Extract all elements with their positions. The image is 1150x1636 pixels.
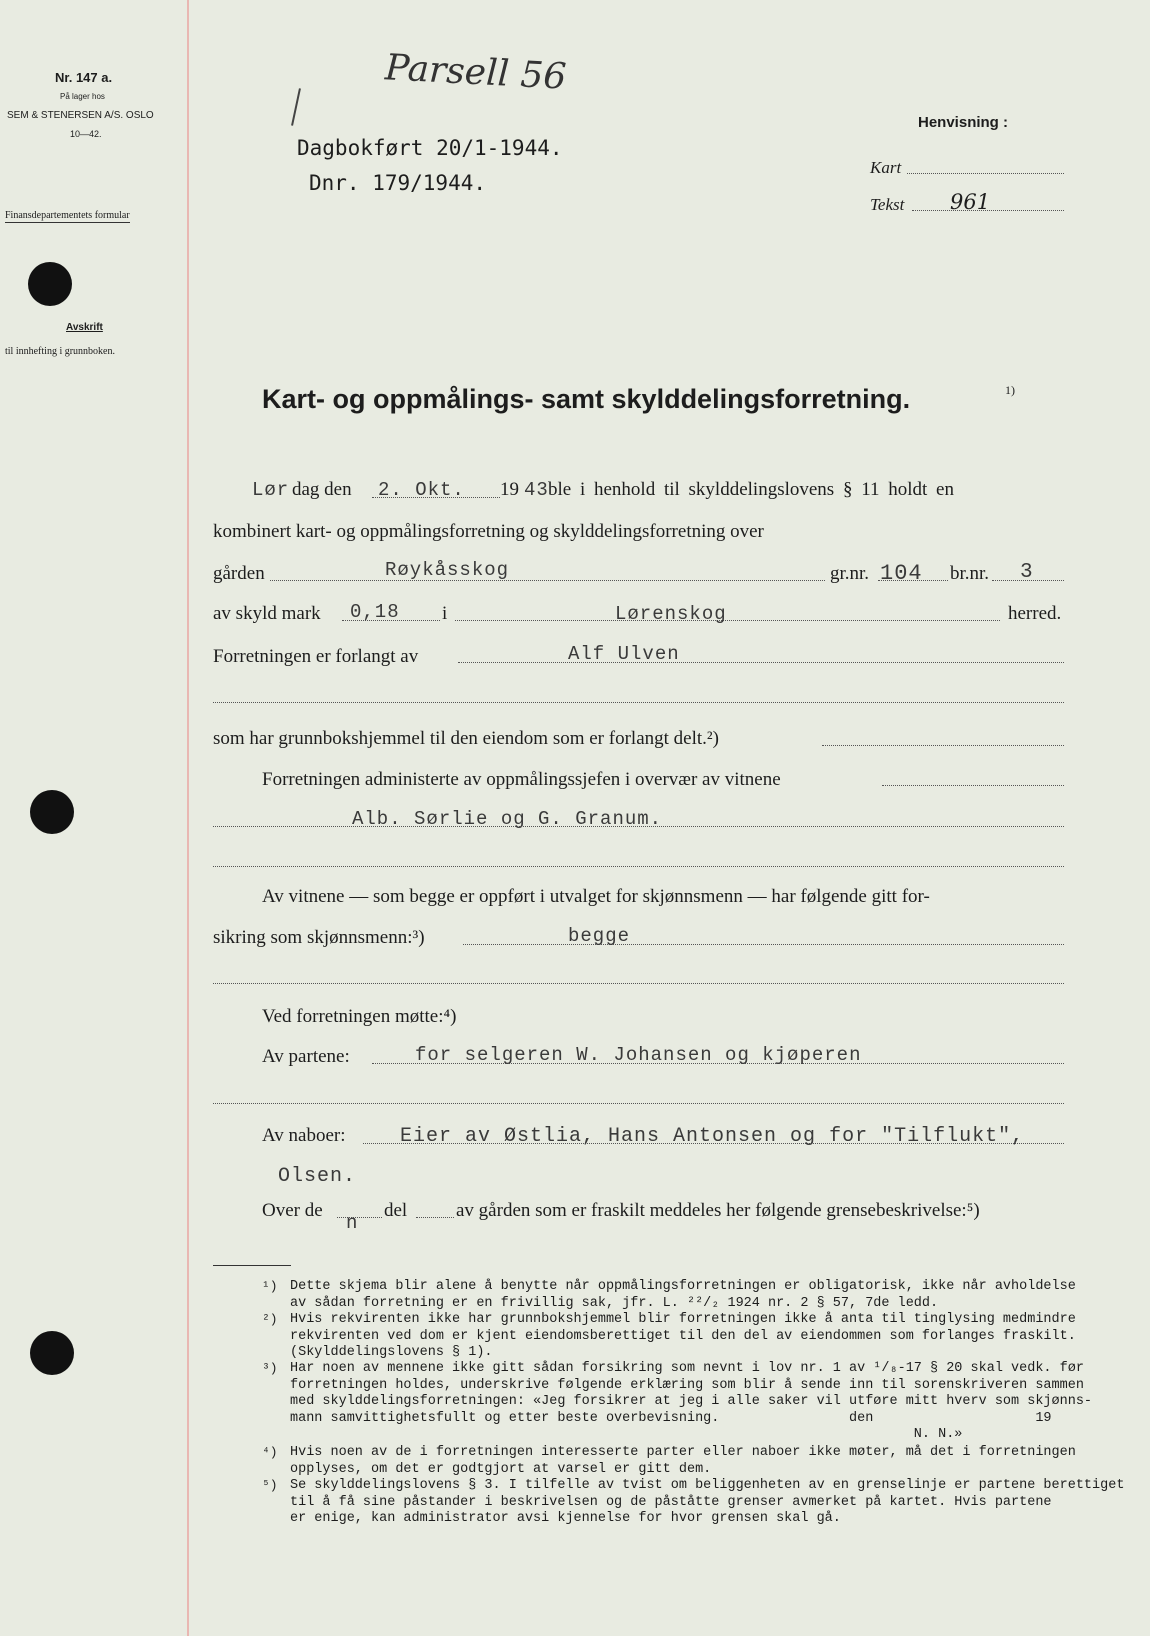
map-field: [907, 173, 1064, 174]
footnote-line: N. N.»: [290, 1427, 963, 1442]
line19-field-a: [337, 1217, 382, 1218]
text-value: 961: [950, 190, 991, 214]
copy-note: til innhefting i grunnboken.: [5, 346, 115, 357]
footnote-line: opplyses, om det er godtgjort at varsel er gitt dem.: [290, 1461, 712, 1477]
parties-value: for selgeren W. Johansen og kjøperen: [415, 1044, 862, 1066]
brnr-value: 3: [1020, 561, 1034, 584]
farm-value: Røykåsskog: [385, 559, 510, 581]
footnote-number: ⁵): [262, 1478, 278, 1493]
punch-hole-top: [28, 262, 72, 306]
line11-text: Av vitnene — som begge er oppført i utvalget for skjønnsmenn — har følgende gitt for-: [262, 886, 930, 907]
footnote-line: (Skylddelingslovens § 1).: [290, 1345, 493, 1360]
footnote-line: til å få sine påstander i beskrivelsen og de påståtte grenser avmerket på kartet. Hvis partene: [290, 1494, 1052, 1510]
margin-rule: [187, 0, 189, 1636]
footnote-rule: [213, 1265, 291, 1266]
title-footnote-ref: 1): [1005, 383, 1015, 397]
blank-line-2: [213, 866, 1064, 867]
oath-label: sikring som skjønnsmenn:³): [213, 927, 425, 948]
entry-date-line: Dagbokført 20/1-1944.: [297, 136, 563, 160]
line19-field-b: [416, 1217, 454, 1218]
handwritten-stroke: [291, 88, 301, 126]
in-label: i: [442, 603, 448, 624]
line1-text-b: 19: [500, 479, 519, 500]
footnote-line: forretningen holdes, underskrive følgende erklæring som blir å sende inn til sorenskriveren sammen: [290, 1377, 1084, 1393]
footnote-line: med skylddelingsforretningen: «Jeg forsikrer at jeg i alle saker vil utføre mitt hverv som skjønns-: [290, 1394, 1093, 1409]
witnesses-field: [213, 826, 1064, 827]
farm-field: [270, 580, 825, 581]
line8-text: Forretningen administerte av oppmålingssjefen i overvær av vitnene: [262, 769, 781, 790]
department-label: Finansdepartementets formular: [5, 210, 130, 221]
grnr-value: 104: [880, 561, 923, 586]
requested-by-field: [458, 662, 1064, 663]
line19-text-c: av gården som er fraskilt meddeles her følgende grensebeskrivelse:⁵): [456, 1200, 980, 1221]
attended-label: Ved forretningen møtte:⁴): [262, 1006, 457, 1027]
publisher-line2: SEM & STENERSEN A/S. OSLO: [7, 110, 154, 121]
requested-by-label: Forretningen er forlangt av: [213, 646, 419, 667]
line1-text-c: ble i henhold til skylddelingslovens § 11 holdt en: [548, 479, 954, 500]
map-label: Kart: [870, 158, 902, 177]
herred-label: herred.: [1008, 603, 1062, 624]
blank-line-1: [213, 702, 1064, 703]
line19-text-b: del: [384, 1200, 408, 1221]
blank-line-3: [213, 983, 1064, 984]
line7-field: [822, 745, 1064, 746]
footnote-line: av sådan forretning er en frivillig sak, jfr. L. ²²/₂ 1924 nr. 2 § 57, 7de ledd.: [290, 1295, 939, 1311]
blank-line-4: [213, 1103, 1064, 1104]
footnote-line: Dette skjema blir alene å benytte når oppmålingsforretningen er obligatorisk, ikke når avholdelse: [290, 1279, 1076, 1294]
footnote-line: Hvis noen av de i forretningen interesserte parter eller naboer ikke møter, må det i forretningen: [290, 1445, 1076, 1460]
farm-label: gården: [213, 563, 265, 584]
reference-label: Henvisning :: [918, 114, 1009, 131]
line19-value: n: [346, 1212, 359, 1234]
neighbours-value-cont: Olsen.: [278, 1165, 357, 1188]
document-title: Kart- og oppmålings- samt skylddelingsforretning.: [262, 384, 911, 414]
footnote-line: rekvirenten ved dom er kjent eiendomsberettiget til den del av eiendommen som forlanges fraskilt.: [290, 1328, 1076, 1344]
footnote-line: Se skylddelingslovens § 3. I tilfelle av tvist om beliggenheten av en grenselinje er partene berettiget: [290, 1478, 1125, 1493]
day-value: Lør: [252, 479, 290, 501]
requested-by-value: Alf Ulven: [568, 643, 680, 665]
handwritten-parcel-mark: Parsell 56: [384, 47, 568, 98]
grnr-label: gr.nr.: [830, 563, 870, 584]
copy-label: Avskrift: [66, 322, 103, 333]
date-value: 2. Okt.: [378, 479, 465, 501]
neighbours-label: Av naboer:: [262, 1125, 346, 1146]
publisher-line1: På lager hos: [60, 92, 105, 101]
footnote-line: mann samvittighetsfullt og etter beste overbevisning. den 19: [290, 1410, 1052, 1426]
line2-text: kombinert kart- og oppmålingsforretning og skylddelingsforretning over: [213, 521, 764, 542]
line7-text: som har grunnbokshjemmel til den eiendom som er forlangt delt.²): [213, 728, 719, 749]
mark-value: 0,18: [350, 601, 400, 623]
line1-text-a: dag den: [292, 479, 352, 500]
footnote-number: ¹): [262, 1279, 278, 1294]
edition: 10—42.: [70, 129, 102, 139]
municipality-value: Lørenskog: [615, 603, 727, 625]
punch-hole-middle: [30, 790, 74, 834]
footnote-number: ⁴): [262, 1445, 278, 1460]
line8-field: [882, 785, 1064, 786]
footnote-number: ³): [262, 1361, 278, 1376]
witnesses-value: Alb. Sørlie og G. Granum.: [352, 808, 663, 830]
form-number: Nr. 147 a.: [55, 70, 113, 85]
footnote-number: ²): [262, 1312, 278, 1327]
punch-hole-bottom: [30, 1331, 74, 1375]
line19-text-a: Over de: [262, 1200, 323, 1221]
brnr-label: br.nr.: [950, 563, 990, 584]
oath-value: begge: [568, 925, 631, 947]
footnote-line: Har noen av mennene ikke gitt sådan forsikring som nevnt i lov nr. 1 av ¹/₈-17 § 20 skal vedk. før: [290, 1361, 1084, 1376]
footnote-line: er enige, kan administrator avsi kjennelse for hvor grensen skal gå.: [290, 1511, 841, 1526]
year-value: 43: [524, 479, 549, 501]
oath-field: [463, 944, 1064, 945]
neighbours-value: Eier av Østlia, Hans Antonsen og for "Tilflukt",: [400, 1125, 1025, 1148]
text-label: Tekst: [870, 195, 905, 214]
footnote-line: Hvis rekvirenten ikke har grunnbokshjemmel blir forretningen ikke å anta til tinglysing medmindre: [290, 1312, 1076, 1327]
municipality-field: [455, 620, 1000, 621]
parties-label: Av partene:: [262, 1046, 350, 1067]
entry-number-line: Dnr. 179/1944.: [309, 171, 487, 195]
skyld-label: av skyld mark: [213, 603, 321, 624]
